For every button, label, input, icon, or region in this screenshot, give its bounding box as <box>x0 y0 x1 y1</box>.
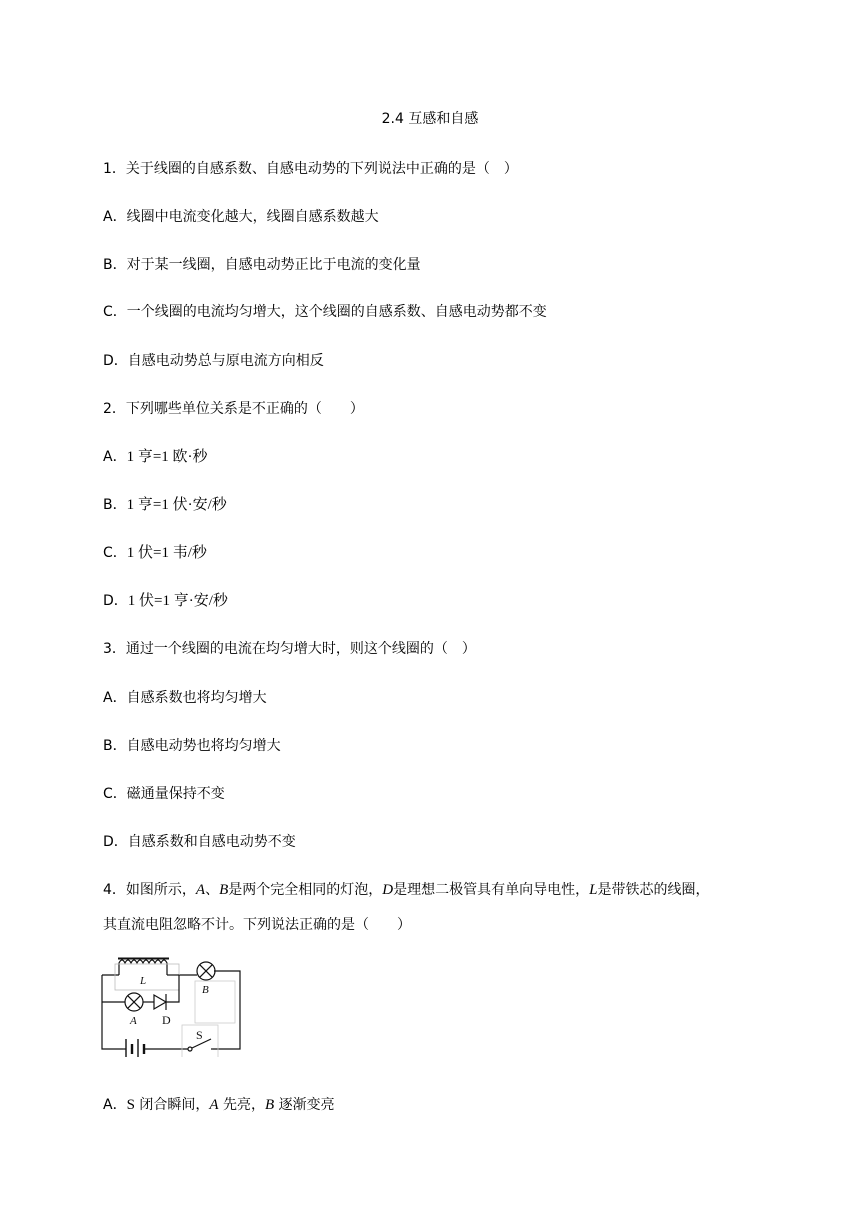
q2-option-d-text: 1 伏=1 亨·安/秒 <box>127 593 228 609</box>
q3-option-d: D．自感系数和自感电动势不变 <box>103 834 296 850</box>
q3-option-c: C．磁通量保持不变 <box>103 786 225 802</box>
q4-text: 是理想二极管具有单向导电性， <box>393 882 590 898</box>
q2-option-d-label: D． <box>103 593 128 609</box>
label-b: B <box>202 984 209 996</box>
q2-option-c-label: C． <box>103 545 127 561</box>
q4-option-a-text: 先亮， <box>218 1097 265 1113</box>
q4-option-a-var-a: A <box>209 1097 219 1113</box>
label-a: A <box>130 1015 137 1027</box>
q4-text: 4．如图所示， <box>103 882 196 898</box>
q1-option-c: C．一个线圈的电流均匀增大，这个线圈的自感系数、自感电动势都不变 <box>103 304 547 320</box>
q3-option-b: B．自感电动势也将均匀增大 <box>103 738 281 754</box>
diode-icon <box>154 995 166 1009</box>
q4-var-a: A <box>195 882 206 898</box>
inductor-coil <box>119 960 167 975</box>
q2-option-b-text: 1 亨=1 伏·安/秒 <box>126 497 227 513</box>
q3-stem: 3．通过一个线圈的电流在均匀增大时，则这个线圈的（ ） <box>103 641 476 657</box>
q2-option-a-text: 1 亨=1 欧·秒 <box>126 449 208 465</box>
q4-var-l: L <box>589 882 598 898</box>
q2-option-a <box>103 447 208 467</box>
q4-text: 是带铁芯的线圈， <box>597 882 710 898</box>
q4-option-a-var-b: B <box>265 1097 275 1113</box>
q4-var-d: D <box>382 882 394 898</box>
q4-text: 是两个完全相同的灯泡， <box>228 882 383 898</box>
page-title: 2.4 互感和自感 <box>381 111 479 127</box>
q1-option-d: D．自感电动势总与原电流方向相反 <box>103 353 324 369</box>
q3-option-a: A．自感系数也将均匀增大 <box>103 690 267 706</box>
q4-var-b: B <box>219 882 229 898</box>
q2-option-c-text: 1 伏=1 韦/秒 <box>126 545 207 561</box>
q4-option-a-label: A． <box>103 1097 127 1113</box>
switch-icon <box>188 1047 192 1051</box>
q2-option-b-label: B． <box>103 497 127 513</box>
q4-stem-line1 <box>103 880 709 900</box>
q4-stem-line2: 其直流电阻忽略不计。下列说法正确的是（ ） <box>103 917 411 933</box>
q2-option-c <box>103 543 207 563</box>
q4-option-a-text: 闭合瞬间， <box>134 1097 210 1113</box>
q2-option-a-label: A． <box>103 449 127 465</box>
q1-option-b: B．对于某一线圈，自感电动势正比于电流的变化量 <box>103 257 421 273</box>
label-s: S <box>196 1028 203 1042</box>
q4-option-a <box>103 1095 335 1115</box>
q4-text: 、 <box>205 882 220 898</box>
q4-option-a-text: 逐渐变亮 <box>274 1097 335 1113</box>
q1-stem: 1．关于线圈的自感系数、自感电动势的下列说法中正确的是（ ） <box>103 161 518 177</box>
q2-option-d <box>103 591 228 611</box>
q1-option-a: A．线圈中电流变化越大，线圈自感系数越大 <box>103 209 379 225</box>
circuit-diagram <box>96 955 248 1057</box>
label-l: L <box>140 975 147 987</box>
label-d: D <box>162 1013 171 1027</box>
q2-stem: 2．下列哪些单位关系是不正确的（ ） <box>103 401 364 417</box>
q2-option-b <box>103 495 227 515</box>
q4-option-a-s: S <box>126 1097 135 1113</box>
